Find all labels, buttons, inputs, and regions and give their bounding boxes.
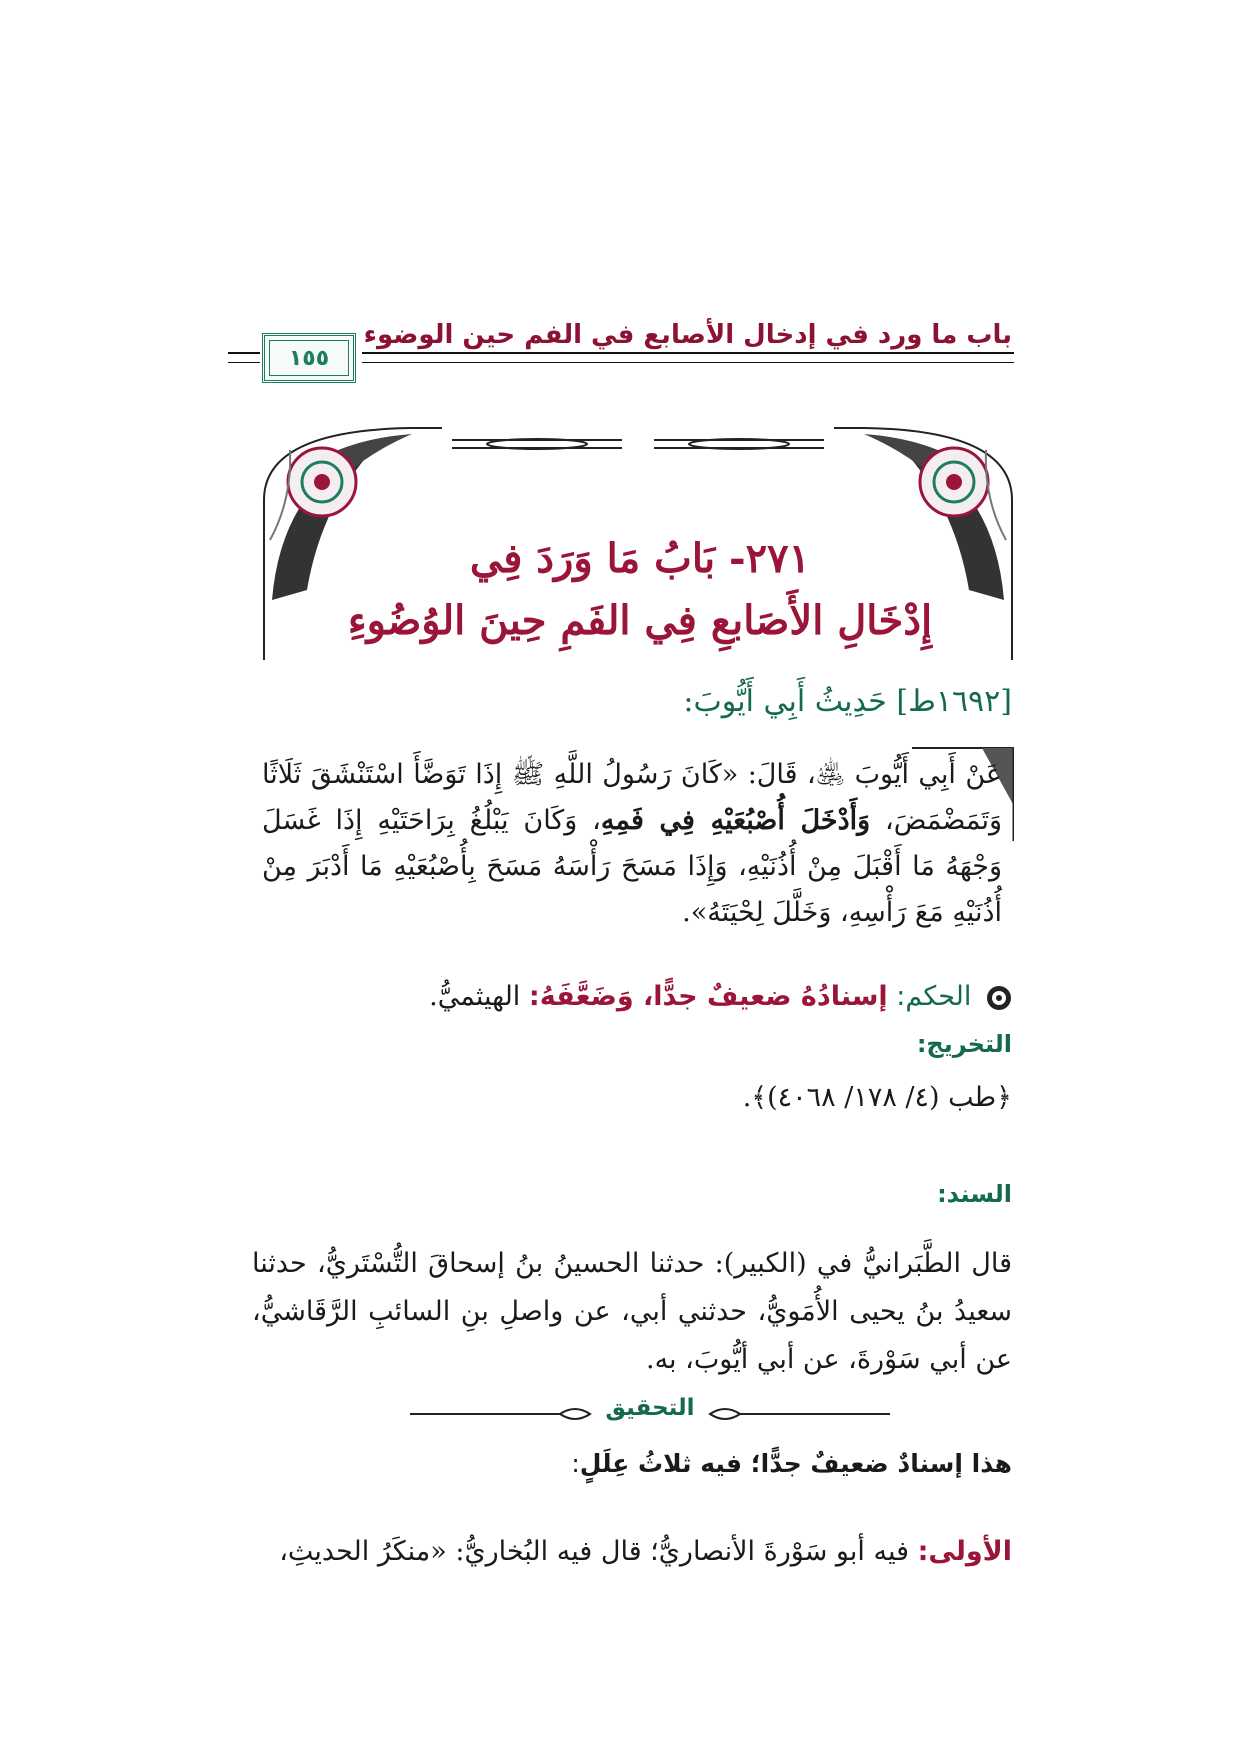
verdict-label: الحكم:: [896, 981, 972, 1012]
hadith-text-part1: عَنْ أَبِي أَيُّوبَ ﵁، قَالَ: «كَانَ رَسُولُ اللَّهِ ﷺ إِذَا تَوَضَّأَ اسْتَنْشَقَ ثَلَاثًا وَتَمَضْمَضَ،: [262, 759, 1003, 836]
chapter-title-line2: إِدْخَالِ الأَصَابعِ فِي الفَمِ حِينَ الوُضُوءِ: [347, 597, 933, 644]
chain-ornament-left: [452, 439, 622, 449]
tahqiq-label: التحقيق: [605, 1395, 695, 1421]
first-issue-text: فيه أبو سَوْرةَ الأنصاريُّ؛ قال فيه البُخاريُّ: «منكَرُ الحديثِ،: [279, 1536, 909, 1567]
header-rule-right: [362, 352, 1014, 354]
page-number: ١٥٥: [288, 345, 330, 371]
hadith-title: حَدِيثُ أَبِي أَيُّوبَ:: [683, 684, 887, 719]
takhrij-label: التخريج:: [916, 1030, 1012, 1058]
tahqiq-summary: [300, 1444, 1012, 1484]
hadith-heading: [420, 680, 1012, 724]
running-title: باب ما ورد في إدخال الأصابع في الفم حين الوضوء: [363, 320, 1012, 350]
chapter-title-line1: ٢٧١- بَابُ مَا وَرَدَ فِي: [469, 535, 811, 582]
summary-part2: فيه ثلاثُ عِلَلٍ: [579, 1449, 742, 1478]
hadith-text: [262, 752, 1002, 936]
verdict: [300, 977, 1012, 1017]
verdict-value: إسنادُهُ ضعيفٌ جدًّا، وَضَعَّفَهُ:: [528, 981, 888, 1012]
hadith-text-bold: وَأَدْخَلَ أُصْبُعَيْهِ فِي فَمِهِ: [600, 805, 871, 836]
sanad-label: السند:: [937, 1180, 1012, 1208]
hadith-number: [١٦٩٢ط]: [896, 684, 1012, 719]
tahqiq-divider: [400, 1397, 900, 1427]
summary-end: :: [571, 1449, 580, 1478]
page-number-badge: [262, 333, 356, 383]
chain-ornament-right: [654, 439, 824, 449]
first-issue-label: الأولى:: [917, 1536, 1012, 1567]
header-rule-right-lower: [362, 362, 1014, 363]
verdict-by: الهيثميُّ.: [429, 981, 521, 1012]
header-rule-left-lower: [228, 362, 260, 363]
chapter-title: [300, 528, 980, 652]
rosette-icon: [986, 985, 1012, 1011]
first-issue: [262, 1530, 1012, 1574]
summary-part1: هذا إسنادٌ ضعيفٌ جدًّا؛: [741, 1449, 1012, 1478]
sanad-text: قال الطَّبَرانيُّ في (الكبير): حدثنا الحسينُ بنُ إسحاقَ التُّسْتَريُّ، حدثنا سعيدُ بنُ يحيى الأُمَويُّ، حدثني أبي، عن واصلِ بنِ السائبِ الرَّقَاشيُّ، عن أبي سَوْرةَ، عن أبي أيُّوبَ، به.: [252, 1248, 1012, 1375]
hadith-text-part2: ، وَكَانَ يَبْلُغُ بِرَاحَتَيْهِ إِذَا غَسَلَ وَجْهَهُ مَا أَقْبَلَ مِنْ أُذُنَيْهِ، وَإِذَا مَسَحَ رَأْسَهُ مَسَحَ بِأُصْبُعَيْهِ مَا أَدْبَرَ مِنْ أُذُنَيْهِ مَعَ رَأْسِهِ، وَخَلَّلَ لِحْيَتَهُ».: [262, 805, 1002, 928]
takhrij-text: ﴿طب (٤/ ١٧٨/ ٤٠٦٨)﴾.: [742, 1082, 1012, 1113]
header-rule-left: [228, 352, 260, 354]
